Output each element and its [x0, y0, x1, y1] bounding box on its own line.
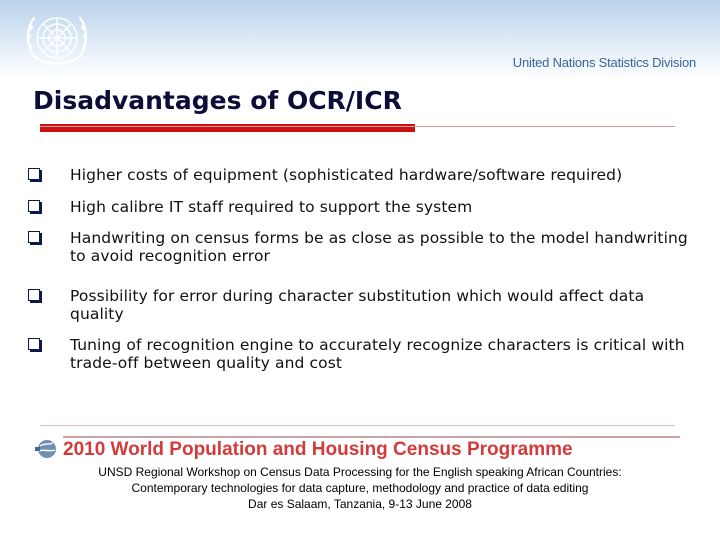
- footer-caption: [20, 464, 700, 512]
- footer-line-2: Contemporary technologies for data capture, methodology and practice of data editing: [131, 481, 589, 495]
- checkbox-bullet-icon: [28, 338, 40, 350]
- organization-name: United Nations Statistics Division: [512, 55, 696, 70]
- footer-rule: [40, 425, 675, 426]
- bullet-text: Tuning of recognition engine to accurately recognize characters is critical with trade-off between quality and cost: [70, 336, 685, 372]
- footer-line-3: Dar es Salaam, Tanzania, 9-13 June 2008: [248, 497, 472, 511]
- census-globe-icon: [35, 438, 59, 460]
- bullet-text: High calibre IT staff required to support the system: [70, 198, 473, 216]
- bullet-text: Higher costs of equipment (sophisticated hardware/software required): [70, 166, 623, 184]
- checkbox-bullet-icon: [28, 289, 40, 301]
- checkbox-bullet-icon: [28, 200, 40, 212]
- checkbox-bullet-icon: [28, 168, 40, 180]
- banner-title: 2010 World Population and Housing Census Programme: [63, 436, 680, 462]
- census-banner: [35, 436, 680, 462]
- checkbox-bullet-icon: [28, 231, 40, 243]
- bullet-text: Possibility for error during character substitution which would affect data quality: [70, 287, 645, 323]
- bullet-text: Handwriting on census forms be as close as possible to the model handwriting to avoid recognition error: [70, 229, 688, 265]
- slide-title: Disadvantages of OCR/ICR: [33, 86, 402, 115]
- footer-line-1: UNSD Regional Workshop on Census Data Processing for the English speaking African Countries:: [98, 465, 622, 479]
